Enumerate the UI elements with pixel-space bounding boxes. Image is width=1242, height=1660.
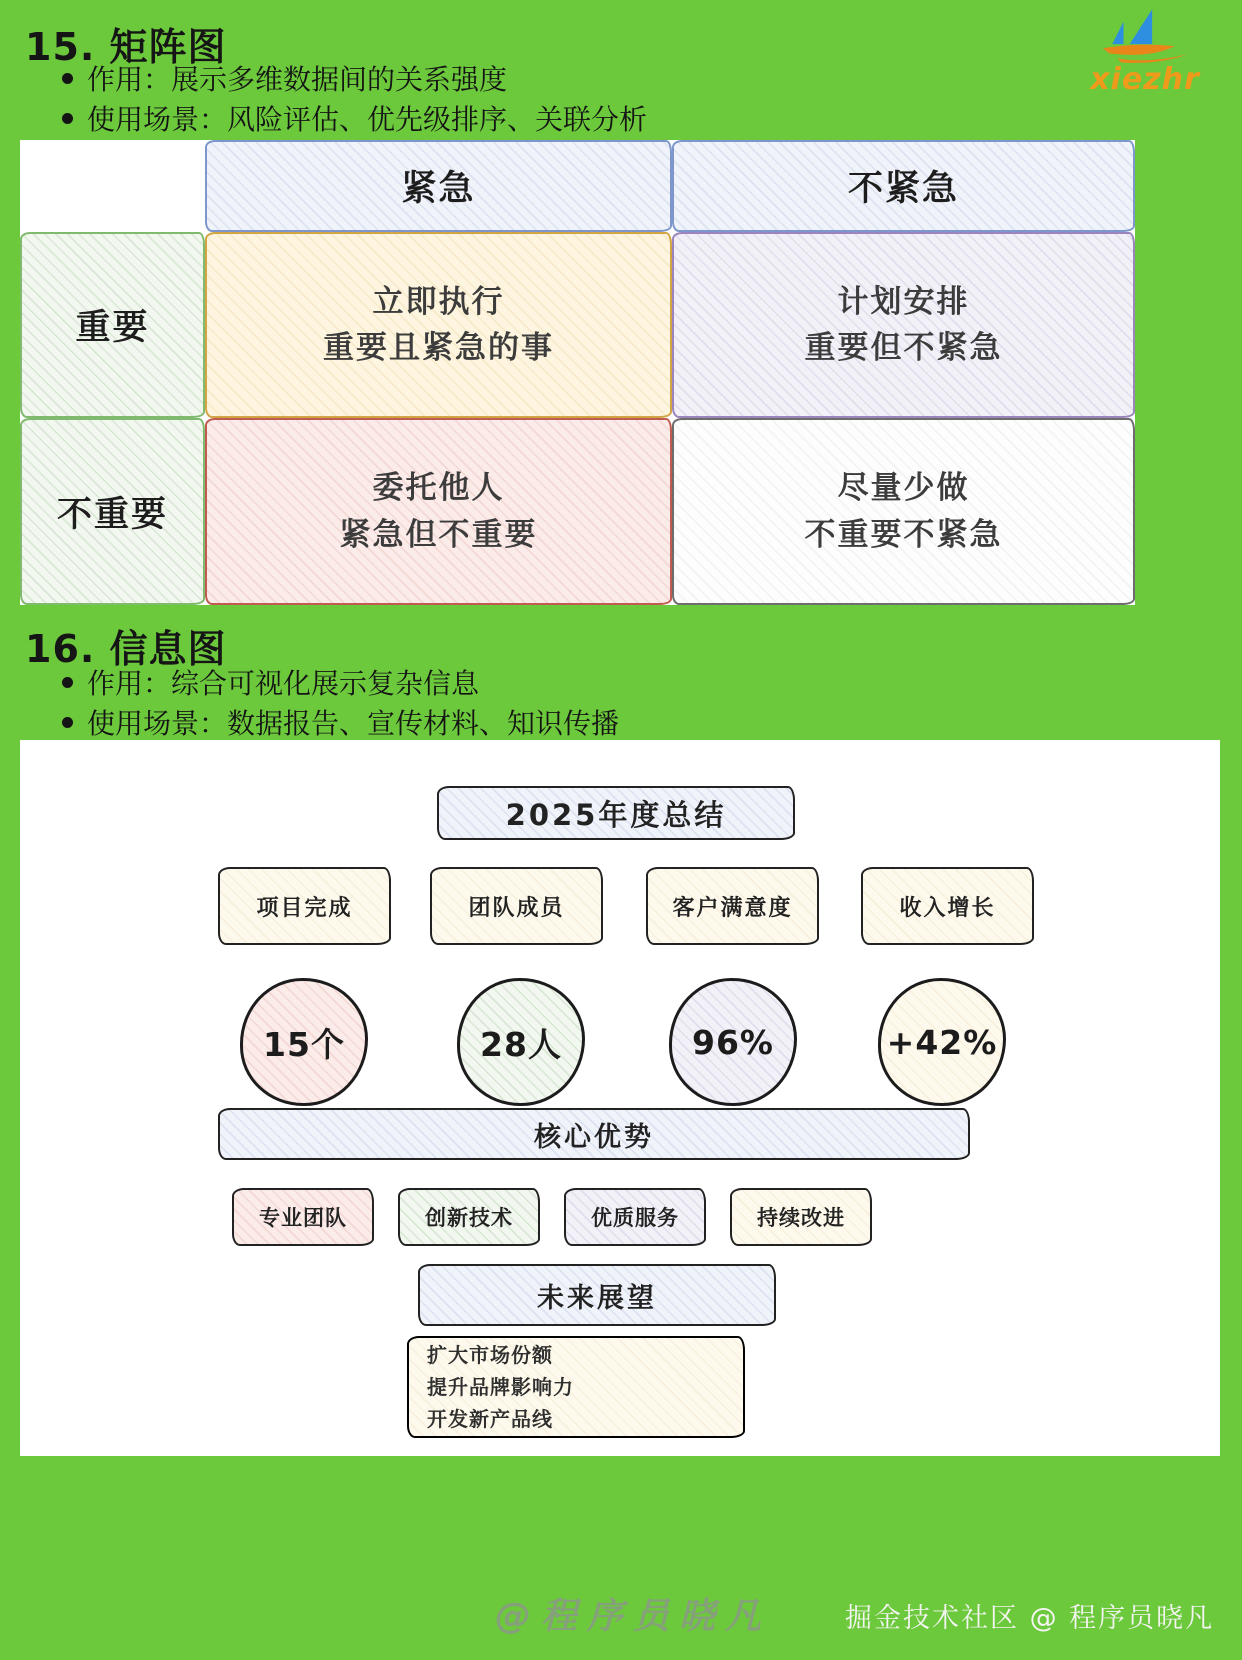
quadrant-title: 计划安排	[837, 283, 970, 320]
stat-circle-satisfaction: 96%	[669, 978, 797, 1106]
matrix-col-header-urgent: 紧急	[205, 140, 672, 232]
matrix-row-header-important: 重要	[20, 232, 205, 418]
section15-heading: 15. 矩阵图	[25, 25, 227, 69]
future-line-product: 开发新产品线	[427, 1407, 553, 1431]
eisenhower-matrix	[20, 140, 1135, 605]
matrix-diagram-panel	[20, 140, 1135, 605]
stat-label-satisfaction: 客户满意度	[646, 867, 819, 945]
bullet-dot	[62, 717, 73, 728]
section16-bullet-usecase	[62, 702, 619, 742]
quadrant-subtitle: 不重要不紧急	[804, 516, 1003, 553]
watermark-community: 掘金技术社区 @ 程序员晓凡	[845, 1603, 1215, 1634]
core-advantages-row	[232, 1188, 872, 1246]
stat-label-team: 团队成员	[430, 867, 603, 945]
quadrant-title: 立即执行	[372, 283, 505, 320]
brand-logo	[1060, 6, 1230, 97]
future-line-market: 扩大市场份额	[427, 1343, 553, 1367]
future-outlook-bar: 未来展望	[418, 1264, 776, 1326]
core-item-improve: 持续改进	[730, 1188, 872, 1246]
stat-label-projects: 项目完成	[218, 867, 391, 945]
future-line-brand: 提升品牌影响力	[427, 1375, 574, 1399]
section16-heading: 16. 信息图	[25, 627, 227, 671]
infographic-title: 2025年度总结	[437, 786, 795, 840]
quadrant-subtitle: 重要但不紧急	[804, 330, 1003, 366]
stat-label-revenue: 收入增长	[861, 867, 1034, 945]
core-advantages-bar: 核心优势	[218, 1108, 970, 1160]
matrix-row-header-not-important: 不重要	[20, 418, 205, 605]
section15-bullet-usecase	[62, 98, 647, 138]
matrix-quadrant-minimize	[672, 418, 1135, 605]
quadrant-title: 尽量少做	[837, 470, 970, 506]
bullet-text: 使用场景：风险评估、优先级排序、关联分析	[87, 103, 648, 136]
bullet-dot	[62, 677, 73, 688]
sailboat-icon	[1099, 6, 1191, 68]
quadrant-title: 委托他人	[372, 470, 505, 506]
matrix-col-header-not-urgent: 不紧急	[672, 140, 1135, 232]
bullet-text: 使用场景：数据报告、宣传材料、知识传播	[87, 707, 620, 740]
matrix-quadrant-plan	[672, 232, 1135, 418]
bullet-text: 作用：综合可视化展示复杂信息	[87, 667, 480, 700]
brand-name: xiezhr	[1090, 62, 1200, 97]
stat-circle-revenue: +42%	[878, 978, 1006, 1106]
section15-bullet-purpose	[62, 58, 507, 98]
matrix-corner-cell	[20, 140, 205, 232]
stat-circle-team: 28人	[457, 978, 585, 1106]
bullet-dot	[62, 113, 73, 124]
quadrant-subtitle: 重要且紧急的事	[323, 330, 554, 366]
core-item-team: 专业团队	[232, 1188, 374, 1246]
infographic-panel	[20, 740, 1220, 1456]
quadrant-subtitle: 紧急但不重要	[339, 516, 538, 553]
stat-circle-projects: 15个	[240, 978, 368, 1106]
core-item-tech: 创新技术	[398, 1188, 540, 1246]
bullet-text: 作用：展示多维数据间的关系强度	[87, 63, 508, 96]
future-outlook-box	[407, 1336, 745, 1438]
core-item-service: 优质服务	[564, 1188, 706, 1246]
bullet-dot	[62, 73, 73, 84]
watermark-signature: @程序员晓凡	[495, 1596, 772, 1637]
section16-bullet-purpose	[62, 662, 479, 702]
matrix-quadrant-delegate	[205, 418, 672, 605]
matrix-quadrant-do-now	[205, 232, 672, 418]
